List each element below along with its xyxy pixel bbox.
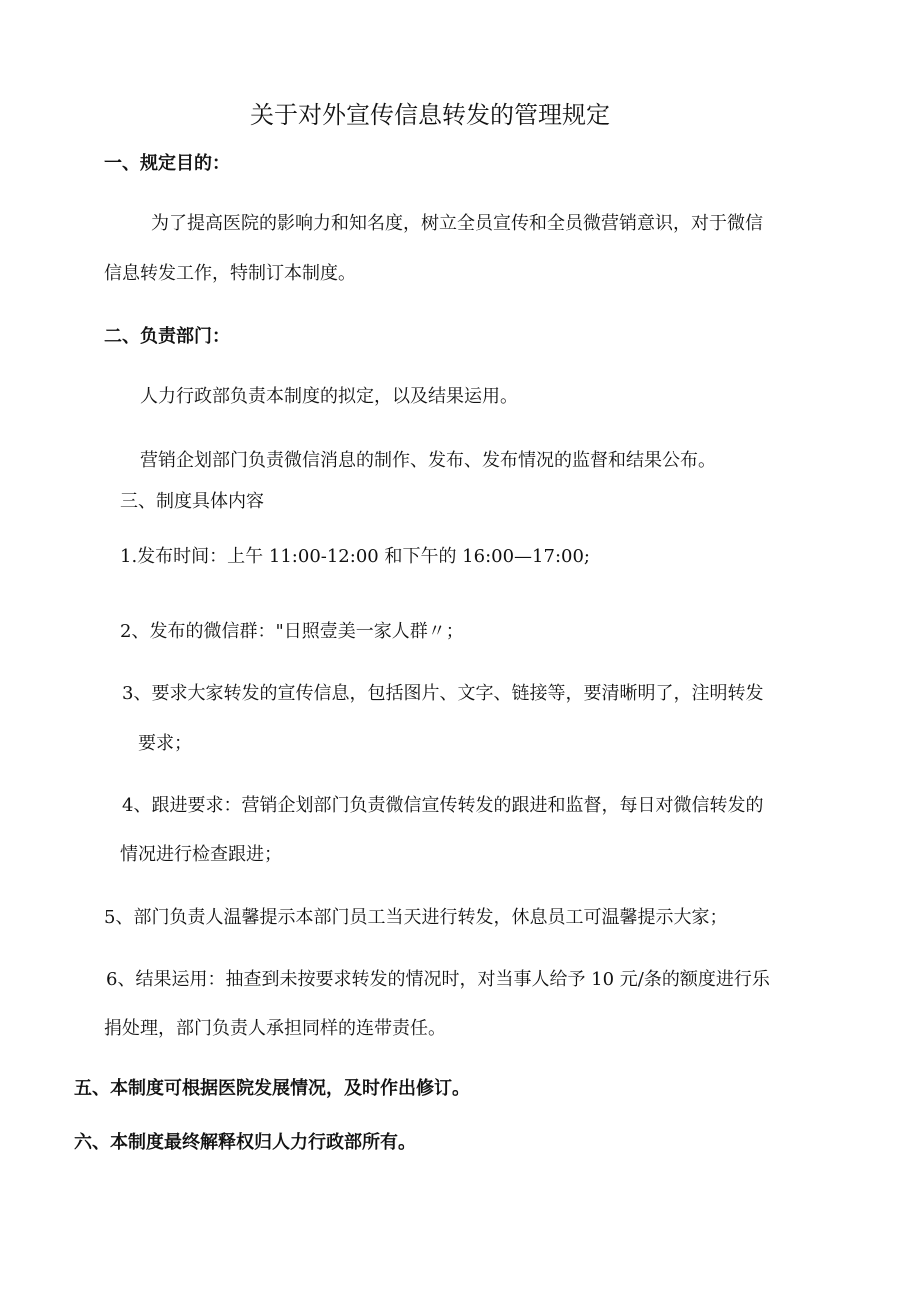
section-2-heading: 二、负责部门： bbox=[104, 326, 230, 347]
document-title: 关于对外宣传信息转发的管理规定 bbox=[250, 101, 610, 129]
section-1-heading: 一、规定目的： bbox=[104, 153, 230, 174]
section-3-item-6-line-2: 捐处理，部门负责人承担同样的连带责任。 bbox=[104, 1018, 446, 1039]
section-1-paragraph-line-2: 信息转发工作，特制订本制度。 bbox=[104, 263, 356, 284]
section-2-paragraph-1: 人力行政部负责本制度的拟定，以及结果运用。 bbox=[140, 386, 518, 407]
section-3-item-3-line-2: 要求； bbox=[138, 733, 192, 754]
section-2-paragraph-2: 营销企划部门负责微信消息的制作、发布、发布情况的监督和结果公布。 bbox=[140, 450, 716, 471]
section-3-item-4-line-1: 4、跟进要求：营销企划部门负责微信宣传转发的跟进和监督，每日对微信转发的 bbox=[122, 795, 764, 816]
section-3-item-5: 5、部门负责人温馨提示本部门员工当天进行转发，休息员工可温馨提示大家； bbox=[104, 907, 728, 928]
section-3-item-1: 1.发布时间：上午 11:00-12:00 和下午的 16:00—17:00; bbox=[120, 546, 590, 567]
section-3-item-2: 2、发布的微信群："日照壹美一家人群〃； bbox=[120, 621, 464, 642]
section-3-item-4-line-2: 情况进行检查跟进； bbox=[120, 844, 282, 865]
section-6-heading: 六、本制度最终解释权归人力行政部所有。 bbox=[74, 1132, 416, 1153]
section-5-heading: 五、本制度可根据医院发展情况，及时作出修订。 bbox=[74, 1078, 470, 1099]
section-3-heading: 三、制度具体内容 bbox=[120, 491, 264, 512]
section-3-item-6-line-1: 6、结果运用：抽查到未按要求转发的情况时，对当事人给予 10 元/条的额度进行乐 bbox=[106, 969, 770, 990]
section-3-item-3-line-1: 3、要求大家转发的宣传信息，包括图片、文字、链接等，要清晰明了，注明转发 bbox=[122, 683, 764, 704]
section-1-paragraph-line-1: 为了提高医院的影响力和知名度，树立全员宣传和全员微营销意识，对于微信 bbox=[151, 213, 763, 234]
